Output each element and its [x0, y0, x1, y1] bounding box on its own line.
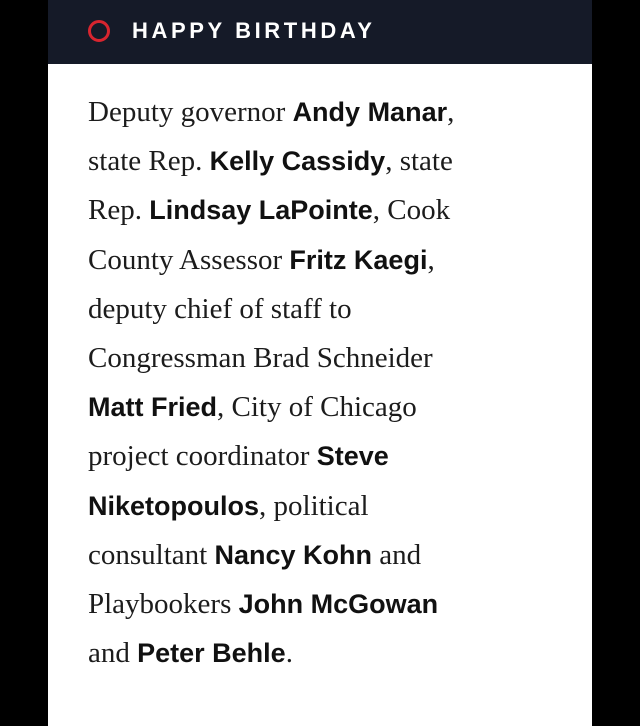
text-run: and [88, 637, 138, 670]
text-run: County Assessor [88, 243, 290, 276]
paragraph-line [88, 334, 558, 383]
person-name: Steve [316, 441, 389, 472]
person-name: Peter Behle [137, 638, 286, 669]
text-run: , Cook [372, 194, 451, 227]
person-name: Kelly Cassidy [209, 146, 386, 177]
text-run: and [371, 538, 422, 571]
text-run: Playbookers [88, 588, 239, 621]
text-run: consultant [88, 538, 215, 571]
paragraph-line [88, 629, 558, 678]
birthday-paragraph [88, 88, 558, 678]
paragraph-line [88, 531, 558, 580]
text-run: , [447, 96, 455, 128]
text-run: state Rep. [88, 145, 210, 178]
person-name: Niketopoulos [88, 490, 260, 521]
person-name: Matt Fried [88, 392, 218, 423]
paragraph-line [88, 186, 558, 235]
text-run: , City of Chicago [217, 391, 417, 424]
text-run: Congressman Brad Schneider [88, 342, 433, 375]
person-name: John McGowan [238, 589, 439, 620]
text-run: , state [385, 145, 453, 178]
paragraph-line [88, 482, 558, 531]
paragraph-line [88, 580, 558, 629]
paragraph-line [88, 137, 558, 186]
text-run: deputy chief of staff to [88, 292, 352, 325]
person-name: Lindsay LaPointe [149, 195, 373, 226]
paragraph-line [88, 432, 558, 481]
text-run: , [427, 243, 435, 276]
circle-outline-icon [88, 20, 110, 42]
paragraph-line [88, 236, 558, 285]
paragraph-line [88, 285, 558, 334]
text-run: Rep. [88, 194, 150, 227]
text-run: , political [259, 489, 369, 522]
text-run: project coordinator [88, 440, 317, 473]
section-header [48, 0, 592, 64]
person-name: Andy Manar [292, 97, 448, 127]
person-name: Fritz Kaegi [289, 244, 428, 275]
text-run: Deputy governor [88, 96, 293, 128]
person-name: Nancy Kohn [214, 539, 372, 570]
section-title: HAPPY BIRTHDAY [132, 18, 376, 43]
paragraph-line [88, 383, 558, 432]
paragraph-line [88, 88, 558, 137]
content-card [48, 0, 592, 726]
text-run: . [285, 637, 293, 670]
